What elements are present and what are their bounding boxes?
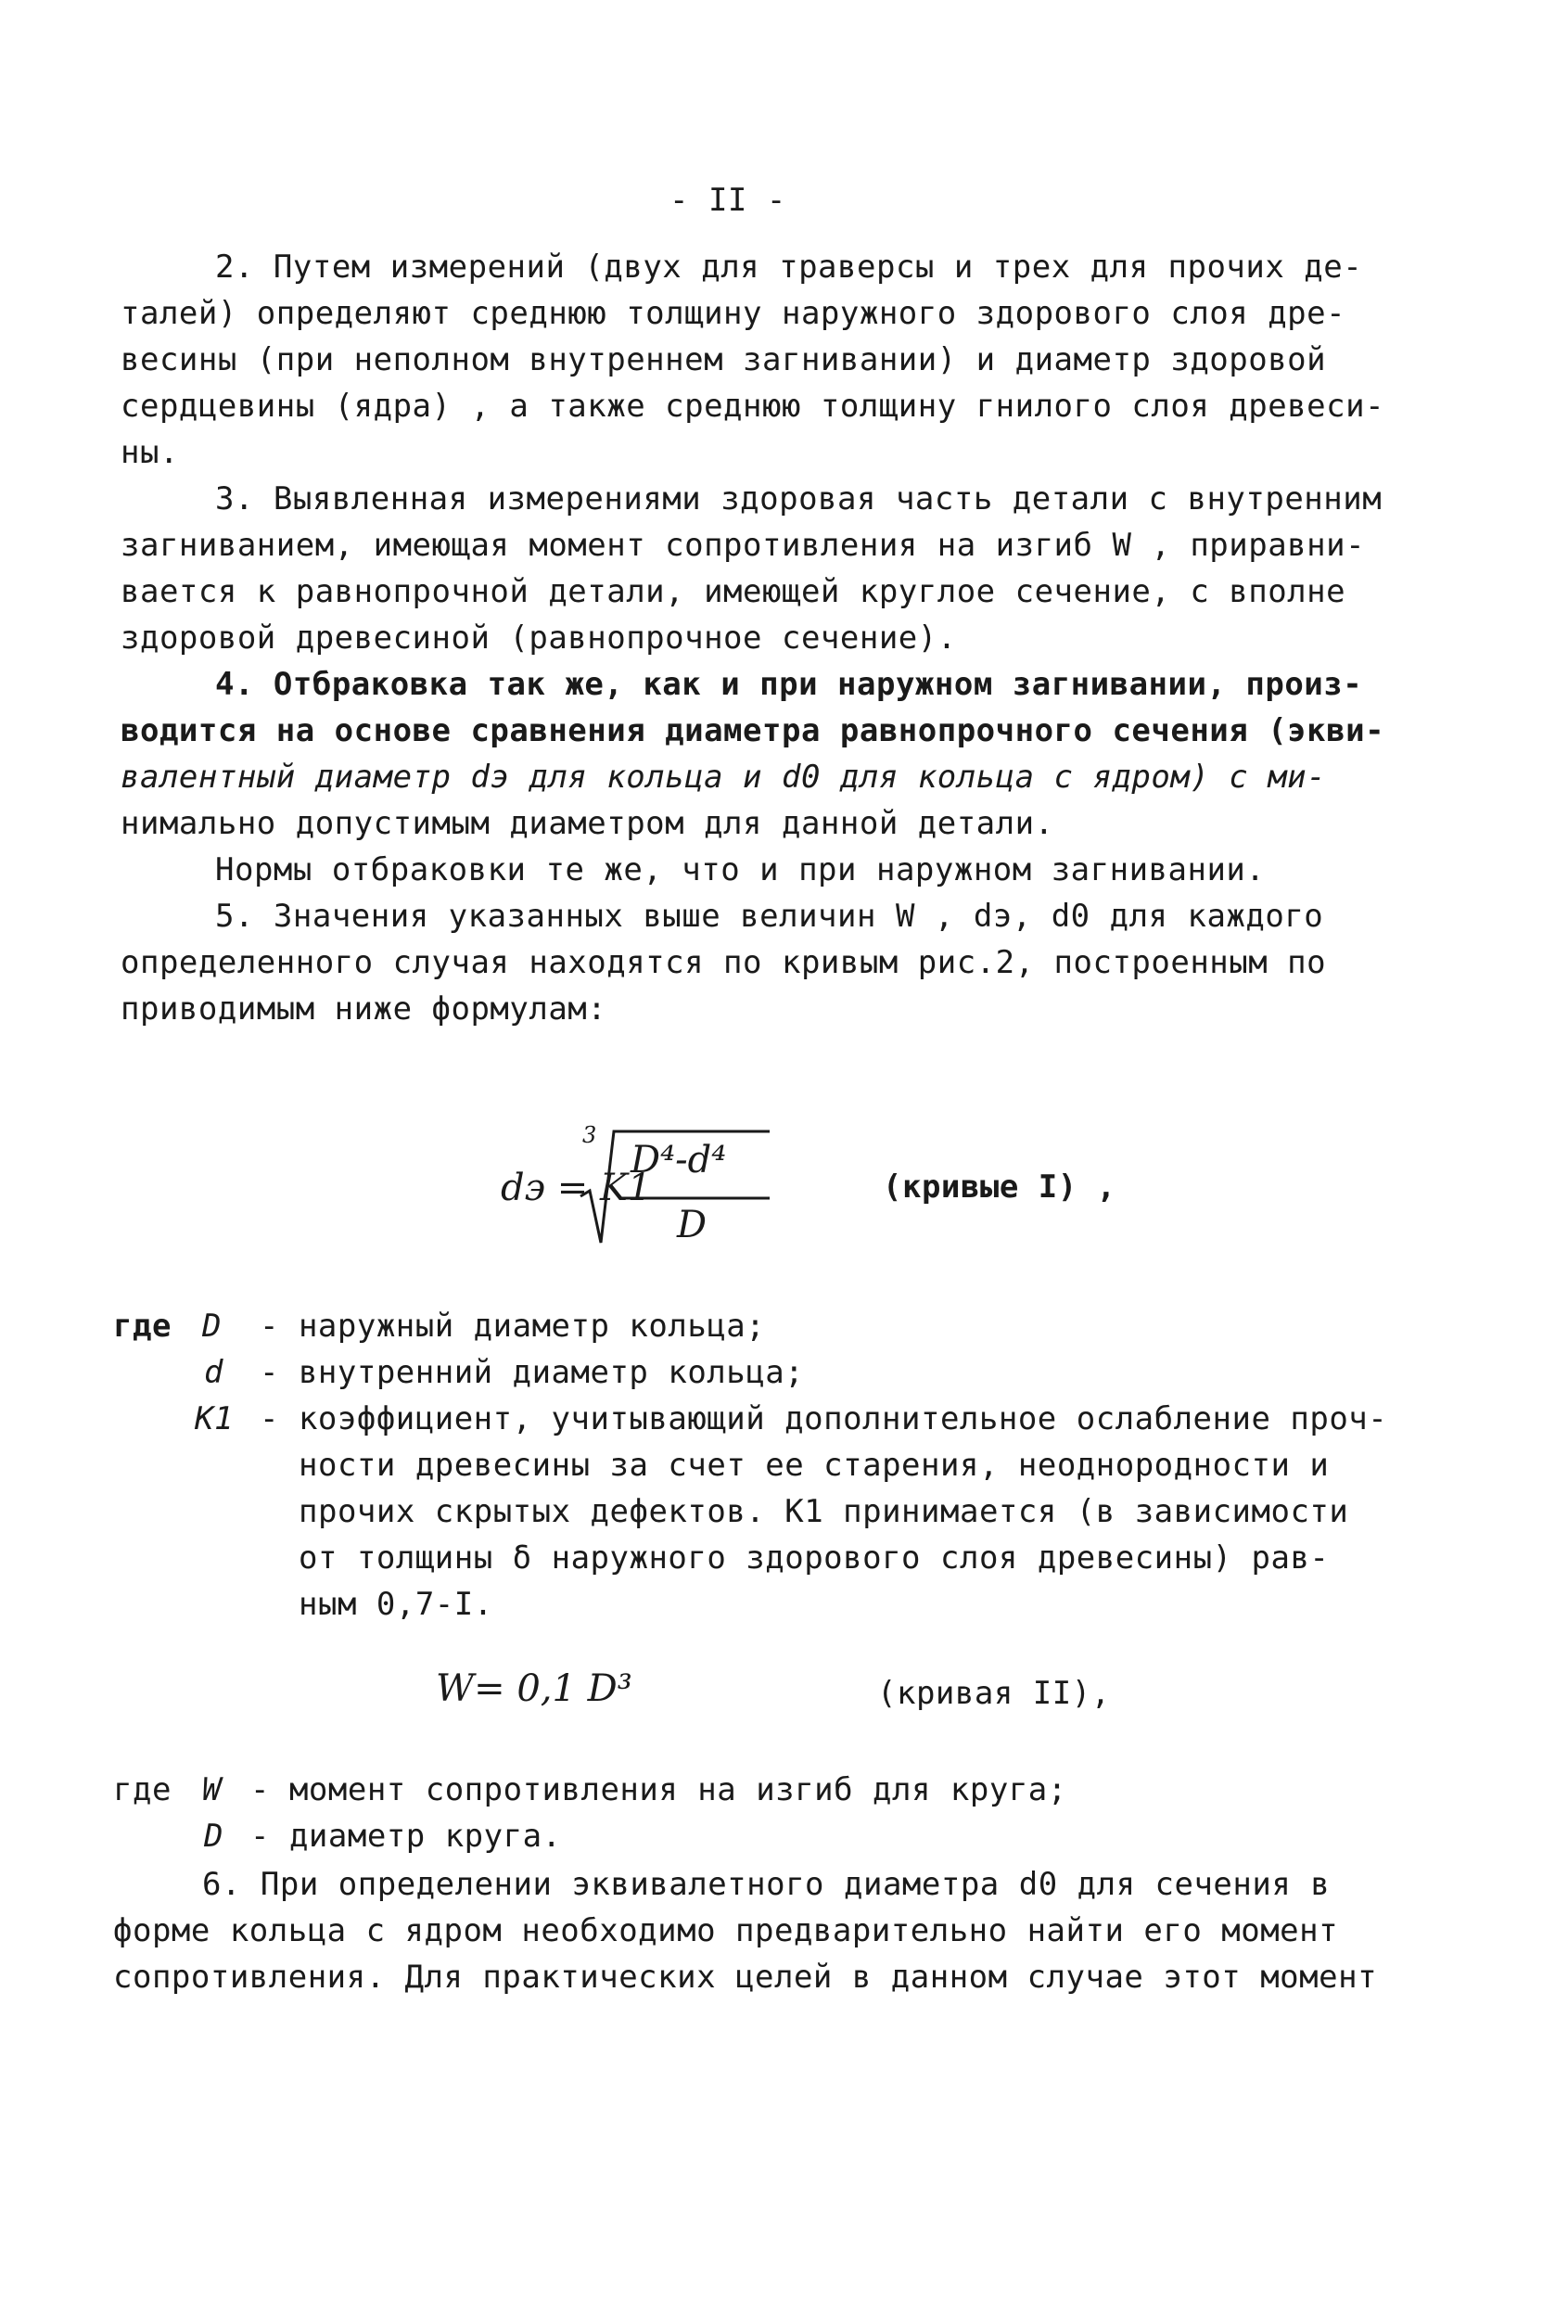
def-K-line-5: ным 0,7-I. [299,1586,493,1623]
def-d-symbol: d [204,1354,223,1391]
paragraph-6-line-3: сопротивления. Для практических целей в данном случае этот момент [113,1959,1378,1996]
formula-1-lhs: dэ = K1 [501,1167,652,1209]
def-K-line-2: ности древесины за счет ее старения, неоднородности и [299,1447,1330,1484]
formula-1-root-index: 3 [582,1122,597,1148]
paragraph-3-line-3: вается к равнопрочной детали, имеющей круглое сечение, с вполне [121,573,1346,610]
formula-1-note: (кривые I) , [883,1168,1116,1206]
def-D-symbol: D [202,1308,222,1345]
paragraph-4-line-1: 4. Отбраковка так же, как и при наружном загнивании, произ- [215,666,1363,703]
paragraph-6-line-1: 6. При определении эквивалетного диаметра d0 для сечения в [202,1866,1331,1903]
paragraph-2-line-3: весины (при неполном внутреннем загнивании) и диаметр здоровой [121,341,1327,378]
def-d-text: - внутренний диаметр кольца; [260,1354,805,1391]
paragraph-2-line-2: талей) определяют среднюю толщину наружного здорового слоя дре- [121,295,1346,332]
def-K-line-1: - коэффициент, учитывающий дополнительное ослабление проч- [260,1400,1388,1437]
formula-equivalent-diameter [491,1113,881,1252]
def-W-symbol: W [202,1771,222,1808]
paragraph-6-line-2: форме кольца с ядром необходимо предварительно найти его момент [113,1912,1339,1949]
paragraph-4-line-3: валентный диаметр dэ для кольца и d0 для кольца с ядром) с ми- [121,759,1327,796]
def-K-line-3: прочих скрытых дефектов. K1 принимается (в зависимости [299,1493,1349,1530]
paragraph-5-line-1: 5. Значения указанных выше величин W , dэ, d0 для каждого [215,898,1324,935]
page-number: - II - [669,182,786,219]
def-W-text: - момент сопротивления на изгиб для круга; [250,1771,1067,1808]
paragraph-2-line-1: 2. Путем измерений (двух для траверсы и трех для прочих де- [215,249,1363,286]
def-K-line-4: от толщины δ наружного здорового слоя древесины) рав- [299,1539,1330,1577]
where-label-2: где [113,1771,172,1808]
paragraph-2-line-4: сердцевины (ядра) , а также среднюю толщину гнилого слоя древеси- [121,388,1385,425]
paragraph-5-line-2: определенного случая находятся по кривым рис.2, построенным по [121,944,1327,981]
formula-1-denominator: D [677,1204,708,1246]
paragraph-3-line-1: 3. Выявленная измерениями здоровая часть детали с внутренним [215,480,1383,517]
def-D2-symbol: D [204,1818,223,1855]
paragraph-4-line-5: Нормы отбраковки те же, что и при наружном загнивании. [215,851,1266,888]
formula-2-note: (кривая II), [877,1675,1111,1712]
formula-section-modulus: W= 0,1 D³ [436,1667,632,1710]
def-D2-text: - диаметр круга. [250,1818,562,1855]
paragraph-3-line-2: загниванием, имеющая момент сопротивления на изгиб W , приравни- [121,527,1366,564]
where-label-1: где [113,1308,172,1345]
def-D-text: - наружный диаметр кольца; [260,1308,766,1345]
formula-1-numerator: D⁴-d⁴ [631,1139,727,1181]
def-K-symbol: K1 [195,1400,234,1437]
paragraph-2-line-5: ны. [121,434,179,471]
paragraph-3-line-4: здоровой древесиной (равнопрочное сечение). [121,619,957,657]
paragraph-4-line-4: нимально допустимым диаметром для данной детали. [121,805,1054,842]
paragraph-4-line-2: водится на основе сравнения диаметра равнопрочного сечения (экви- [121,712,1385,749]
paragraph-5-line-3: приводимым ниже формулам: [121,990,607,1028]
